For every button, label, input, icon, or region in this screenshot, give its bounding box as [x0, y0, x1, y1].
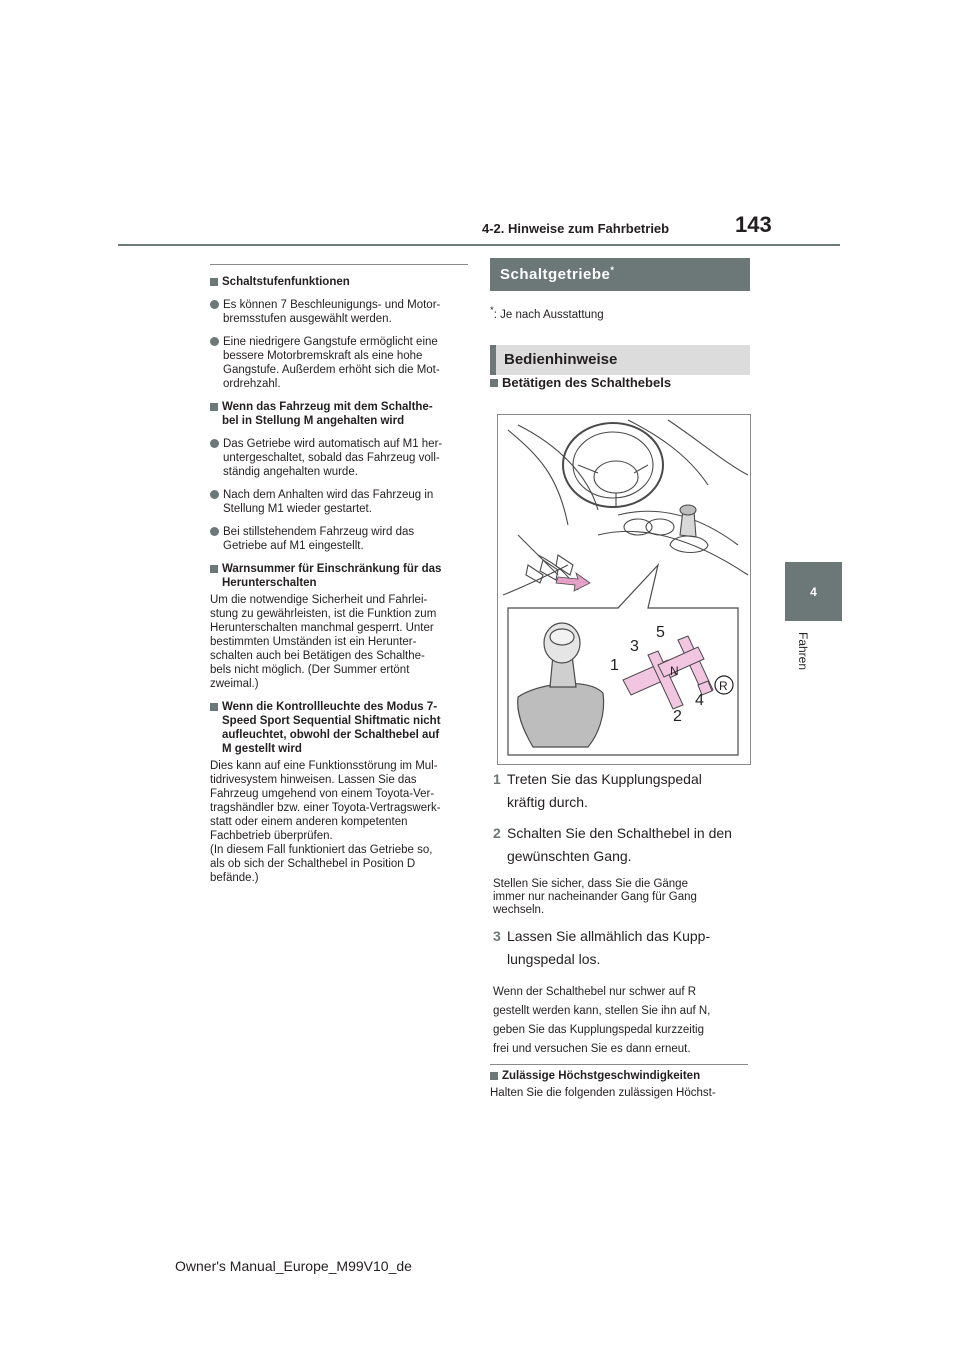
- round-bullet-icon: [210, 439, 219, 448]
- chapter-tab[interactable]: 4: [785, 562, 842, 621]
- section-band: [490, 258, 750, 291]
- footnote-text: : Je nach Ausstattung: [493, 308, 604, 321]
- round-bullet-icon: [210, 527, 219, 536]
- square-bullet-icon: [210, 278, 218, 286]
- section-band-title: Schaltgetriebe*: [500, 265, 615, 283]
- bullet-item: Nach dem Anhalten wird das Fahrzeug in Stellung M1 wieder gestartet.: [210, 488, 468, 516]
- sub-band-title: Bedienhinweise: [504, 351, 618, 368]
- square-bullet-icon: [210, 565, 218, 573]
- header-rule: [118, 244, 840, 246]
- left-column: [210, 266, 468, 885]
- paragraph: Halten Sie die folgenden zulässigen Höchst-: [490, 1087, 716, 1099]
- left-top-rule: [210, 264, 468, 265]
- bullet-item: Eine niedrigere Gangstufe ermöglicht eine bessere Motorbremskraft als eine hohe Gangstufe. Außerdem erhöht sich die Mot- ordrehzahl.: [210, 335, 468, 391]
- right-bottom-rule: [490, 1064, 748, 1065]
- subheading: Zulässige Höchstgeschwindigkeiten: [490, 1069, 700, 1083]
- section-title: 4-2. Hinweise zum Fahrbetrieb: [482, 221, 670, 236]
- round-bullet-icon: [210, 337, 219, 346]
- footnote-mark: *: [490, 305, 494, 316]
- square-bullet-icon: [490, 1072, 498, 1080]
- bullet-item: Bei stillstehendem Fahrzeug wird das Getriebe auf M1 eingestellt.: [210, 525, 468, 553]
- step-item: 3 Lassen Sie allmählich das Kupp- lungspedal los.: [493, 928, 711, 967]
- asterisk-mark: *: [610, 265, 615, 275]
- bullet-item: Es können 7 Beschleunigungs- und Motor- bremsstufen ausgewählt werden.: [210, 298, 468, 326]
- sub-band: [490, 345, 750, 375]
- step-item: 2 Schalten Sie den Schalthebel in den gewünschten Gang.: [493, 825, 732, 864]
- gear-label: 4: [695, 692, 704, 709]
- gear-label: 1: [610, 657, 619, 674]
- square-bullet-icon: [210, 403, 218, 411]
- gear-label: N: [670, 664, 679, 678]
- gear-shift-illustration: [497, 414, 751, 765]
- subheading: Wenn das Fahrzeug mit dem Schalthe- bel in Stellung M angehalten wird: [210, 400, 468, 428]
- round-bullet-icon: [210, 490, 219, 499]
- chapter-label: [790, 632, 814, 692]
- step-note: Wenn der Schalthebel nur schwer auf R gestellt werden kann, stellen Sie ihn auf N, geben Sie das Kupplungspedal kurzzeitig frei und versuchen Sie es dann erneut.: [493, 986, 711, 1055]
- subheading: Wenn die Kontrollleuchte des Modus 7- Speed Sport Sequential Shiftmatic nicht aufleuchtet, obwohl der Schalthebel auf M gestellt wird: [210, 700, 468, 756]
- round-bullet-icon: [210, 300, 219, 309]
- bullet-item: Das Getriebe wird automatisch auf M1 her- untergeschaltet, sobald das Fahrzeug voll- ständig angehalten wurde.: [210, 437, 468, 479]
- subheading: Schaltstufenfunktionen: [210, 275, 468, 289]
- gear-label-r: R: [719, 679, 728, 693]
- page-number: 143: [735, 212, 772, 237]
- paragraph: Um die notwendige Sicherheit und Fahrlei- stung zu gewährleisten, ist die Funktion zum Herunterschalten manchmal gesperrt. Unter bestimmten Umständen ist ein Herunter- schalten auch bei Betätigen des Schalthe- bels nicht möglich. (Der Summer ertönt zweimal.): [210, 594, 437, 690]
- subheading: Warnsummer für Einschränkung für das Herunterschalten: [210, 562, 468, 590]
- manual-id: Owner's Manual_Europe_M99V10_de: [175, 1258, 412, 1274]
- gear-label: 3: [630, 638, 639, 655]
- square-bullet-icon: [210, 703, 218, 711]
- gear-label: 5: [656, 624, 665, 641]
- chapter-label-text: Fahren: [796, 632, 810, 671]
- paragraph: Dies kann auf eine Funktionsstörung im Mul- tidrivesystem hinweisen. Lassen Sie das Fahrzeug umgehend von einem Toyota-Ver- tragshändler bzw. einer Toyota-Vertragswerk- statt oder einem anderen kompetenten Fachbetrieb überprüfen. (In diesem Fall funktioniert das Getriebe so, als ob sich der Schalthebel in Position D befände.): [210, 760, 441, 884]
- gear-shift-drawing: [498, 415, 750, 764]
- square-bullet-icon: [490, 379, 498, 387]
- sub-band-bar: [490, 345, 496, 375]
- footnote: [490, 305, 604, 321]
- step-note: Stellen Sie sicher, dass Sie die Gänge immer nur nacheinander Gang für Gang wechseln.: [493, 878, 697, 916]
- step-item: 1 Treten Sie das Kupplungspedal kräftig durch.: [493, 771, 702, 810]
- steps-list: [493, 768, 753, 1059]
- subheading: Betätigen des Schalthebels: [490, 376, 671, 390]
- gear-label: 2: [673, 708, 682, 725]
